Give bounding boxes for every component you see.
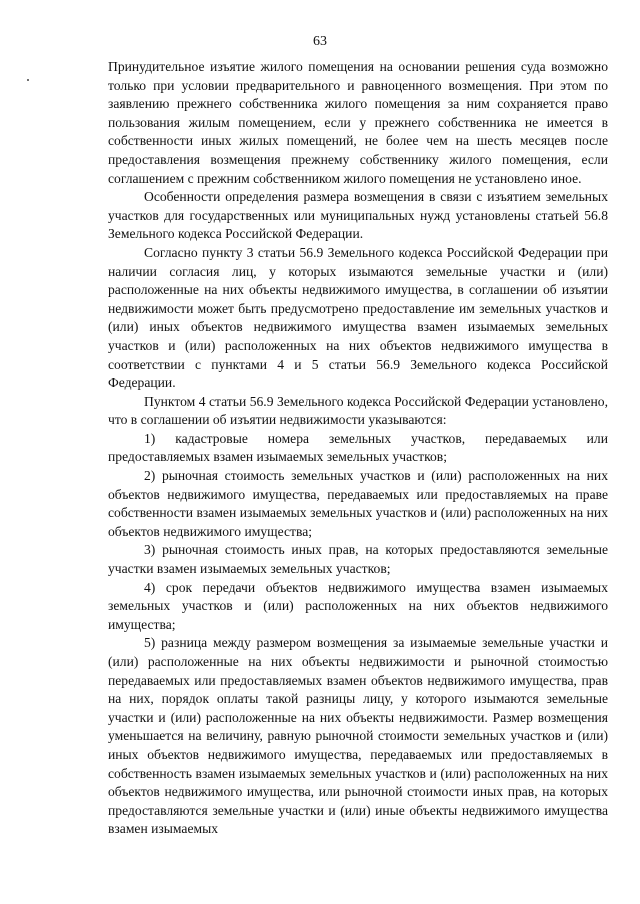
scan-speck (27, 79, 29, 81)
paragraph-article-56-9-point-4: Пунктом 4 статьи 56.9 Земельного кодекса Российской Федерации установлено, что в соглашении об изъятии недвижимости указываются: (108, 393, 608, 428)
list-item-5: 5) разница между размером возмещения за изымаемые земельные участки и (или) расположенные на них объекты недвижимости и рыночной стоимостью передаваемых или предоставляемых взамен объектов недвижимого имущества, прав на них, порядок оплаты такой разницы лицу, у которого изымаются земельные участки и (или) расположенные на них объекты недвижимости. Размер возмещения уменьшается на величину, равную рыночной стоимости земельных участков и (или) иных объектов недвижимого имущества, передаваемых или предоставляемых в собственность взамен изымаемых земельных участков и (или) расположенных на них объектов недвижимого имущества, или рыночной стоимости иных прав, на которых предоставляются земельные участки и (или) иные объекты недвижимого имущества взамен изымаемых (108, 635, 608, 837)
list-item-1: 1) кадастровые номера земельных участков, передаваемых или предоставляемых взамен изымаемых земельных участков; (108, 430, 608, 465)
paragraph-article-56-9-point-3: Согласно пункту 3 статьи 56.9 Земельного кодекса Российской Федерации при наличии согласия лиц, у которых изымаются земельные участки и (или) расположенные на них объекты недвижимого имущества, в соглашении об изъятии недвижимости может быть предусмотрено предоставление им земельных участков и (или) иных объектов недвижимого имущества взамен изымаемых земельных участков и (или) расположенных на них объектов недвижимого имущества в соответствии с пунктами 4 и 5 статьи 56.9 Земельного кодекса Российской Федерации. (108, 244, 608, 391)
paragraph-forced-seizure: Принудительное изъятие жилого помещения на основании решения суда возможно только при условии предварительного и равноценного возмещения. При этом по заявлению прежнего собственника жилого помещения за ним сохраняется право пользования жилым помещением, если у прежнего собственника не имеется в собственности иных жилых помещений, не более чем на шесть месяцев после предоставления возмещения прежнему собственнику жилого помещения, если соглашением с прежним собственником жилого помещения не установлено иное. (108, 59, 608, 186)
page-number: 63 (313, 34, 327, 49)
list-item-2: 2) рыночная стоимость земельных участков и (или) расположенных на них объектов недвижимого имущества, передаваемых или предоставляемых на праве собственности взамен изымаемых земельных участков и (или) расположенных на них объектов недвижимого имущества; (108, 468, 608, 539)
list-item-4: 4) срок передачи объектов недвижимого имущества взамен изымаемых земельных участков и (или) расположенных на них объектов недвижимого имущества; (108, 579, 608, 632)
list-item-3: 3) рыночная стоимость иных прав, на которых предоставляются земельные участки взамен изымаемых земельных участков; (108, 542, 608, 577)
document-body (108, 58, 608, 839)
paragraph-compensation-features: Особенности определения размера возмещения в связи с изъятием земельных участков для государственных или муниципальных нужд установлены статьей 56.8 Земельного кодекса Российской Федерации. (108, 189, 608, 242)
